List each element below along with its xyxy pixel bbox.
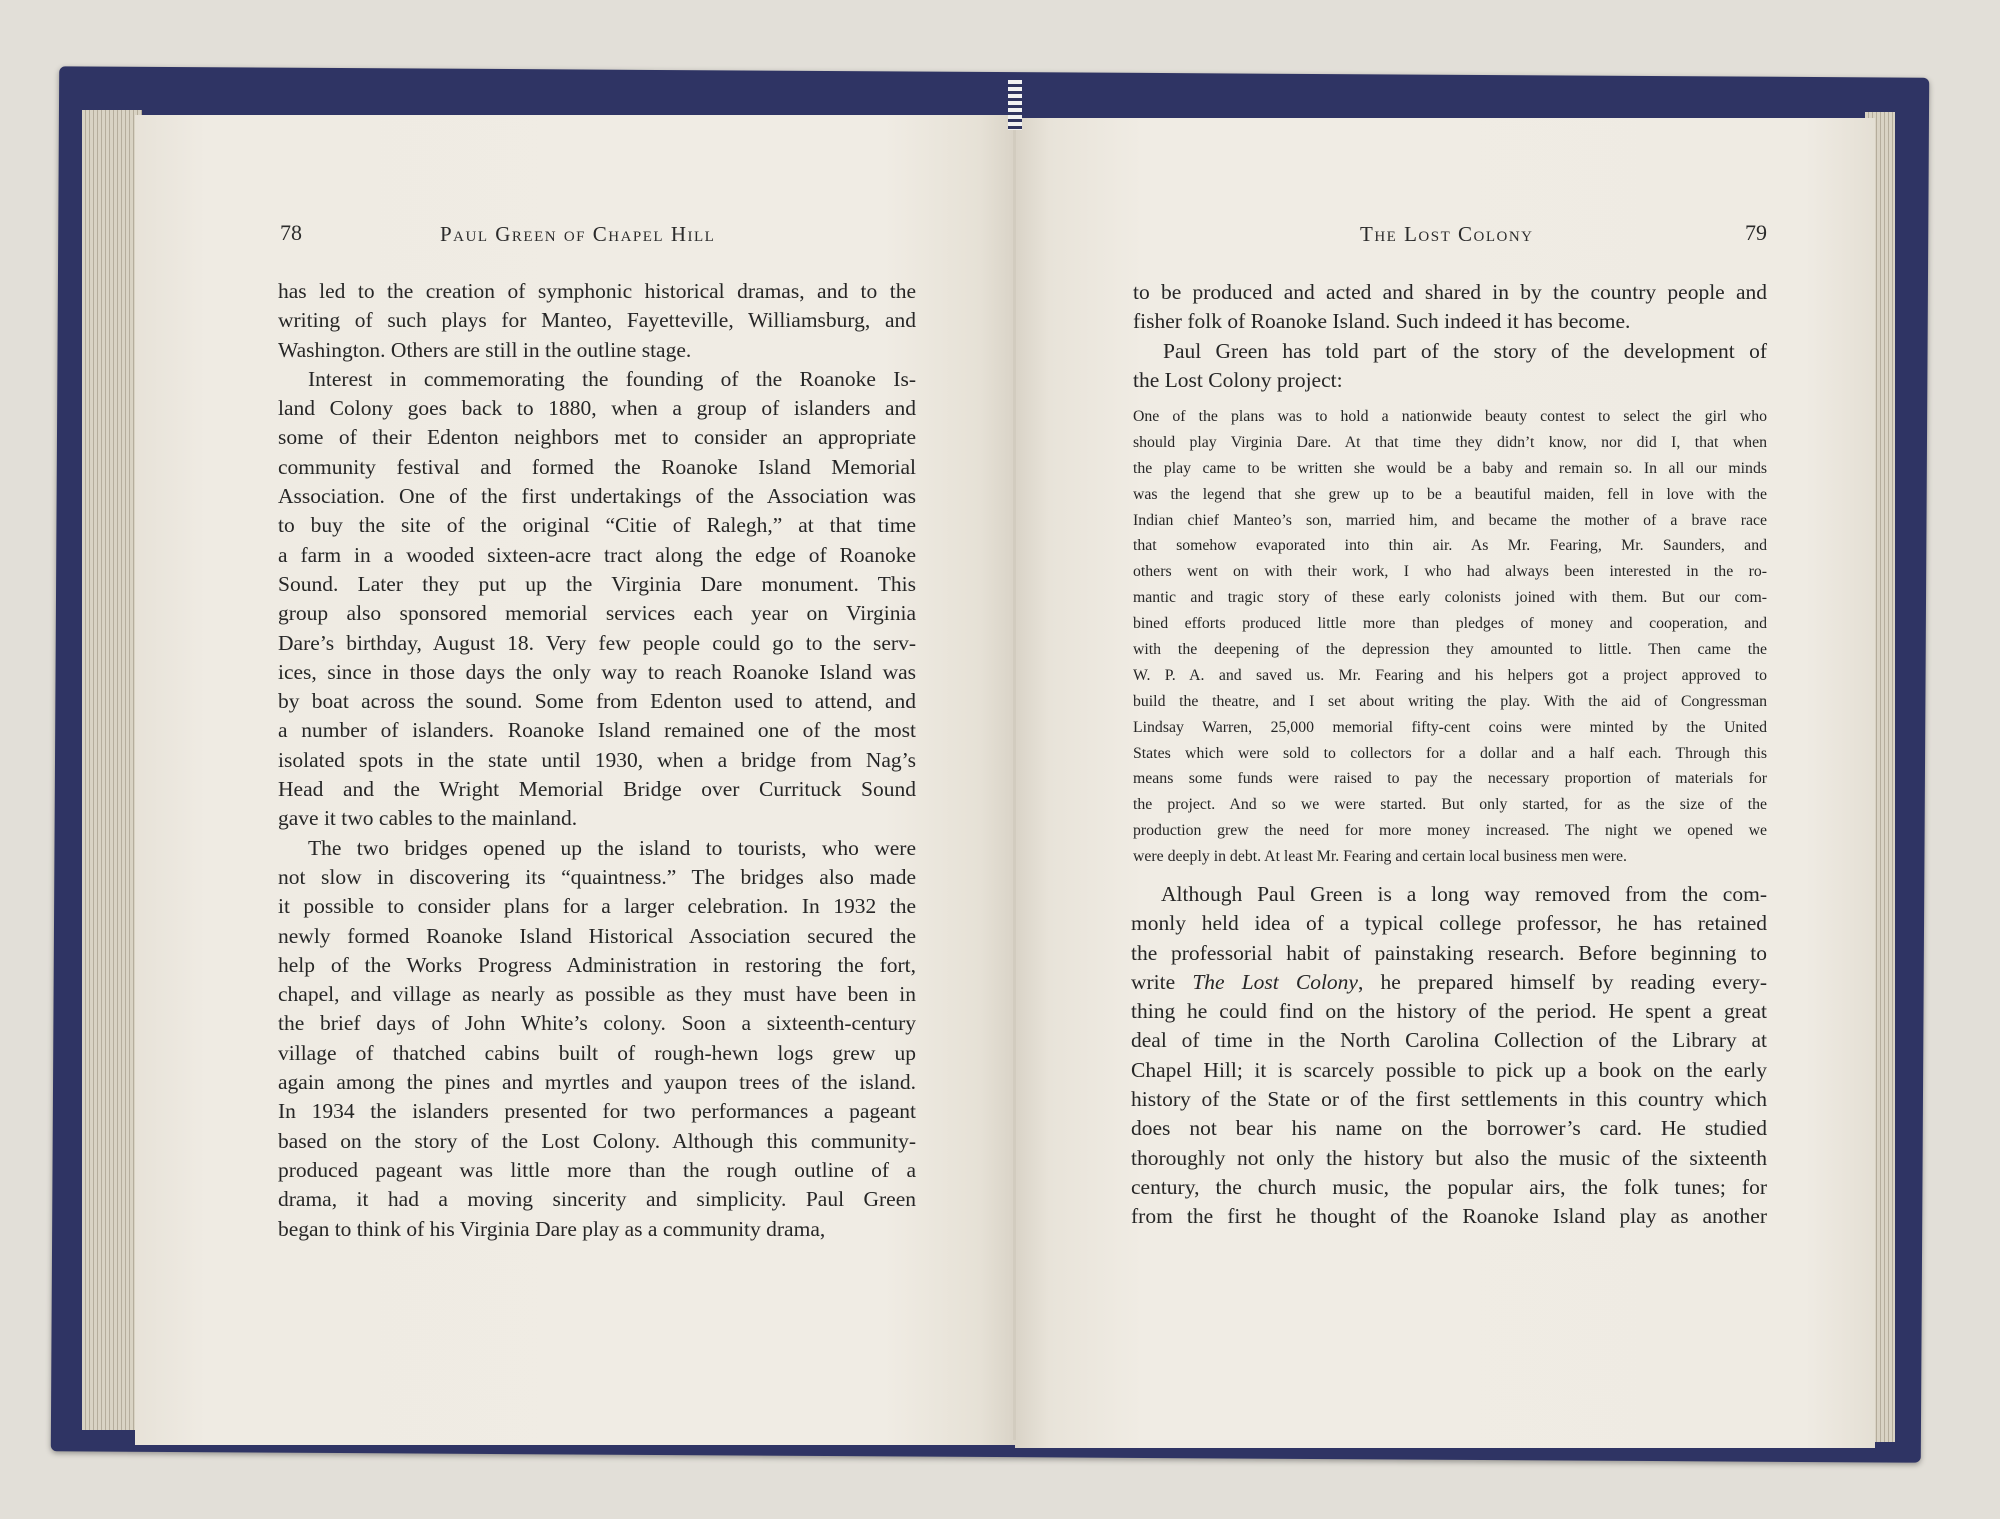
quote-line: was the legend that she grew up to be a beautiful maiden, fell in love with the	[1133, 485, 1767, 503]
left-text-line: began to think of his Virginia Dare play as a community drama,	[278, 1216, 826, 1241]
spine-stitching	[1008, 80, 1022, 130]
left-text-line: produced pageant was little more than the rough outline of a	[278, 1157, 916, 1182]
left-text-line: group also sponsored memorial services each year on Virginia	[278, 601, 916, 626]
right-page-number: 79	[1745, 220, 1767, 245]
right-closing-line: Chapel Hill; it is scarcely possible to pick up a book on the early	[1131, 1057, 1767, 1082]
left-text-line: Sound. Later they put up the Virginia Dare monument. This	[278, 571, 916, 596]
quote-line: mantic and tragic story of these early colonists joined with them. But our com-	[1133, 589, 1767, 607]
right-closing-line: deal of time in the North Carolina Collection of the Library at	[1131, 1028, 1767, 1053]
left-text-line: some of their Edenton neighbors met to consider an appropriate	[278, 425, 916, 450]
left-text-line: village of thatched cabins built of rough-hewn logs grew up	[278, 1040, 916, 1065]
right-closing-line: monly held idea of a typical college professor, he has retained	[1131, 911, 1767, 936]
left-text-line: Interest in commemorating the founding of the Roanoke Is-	[308, 366, 916, 391]
left-text-line: gave it two cables to the mainland.	[278, 806, 578, 831]
quote-line: bined efforts produced little more than pledges of money and cooperation, and	[1133, 615, 1767, 633]
right-intro-line: fisher folk of Roanoke Island. Such indeed it has become.	[1133, 309, 1631, 334]
left-text-line: a farm in a wooded sixteen-acre tract along the edge of Roanoke	[278, 542, 916, 567]
quote-line: with the deepening of the depression they amounted to little. Then came the	[1133, 641, 1767, 659]
left-text-line: community festival and formed the Roanoke Island Memorial	[278, 454, 916, 479]
right-page-intro	[1133, 278, 1767, 395]
left-running-head: Paul Green of Chapel Hill	[440, 222, 716, 246]
right-closing-line: does not bear his name on the borrower’s card. He studied	[1131, 1116, 1767, 1141]
left-text-line: the brief days of John White’s colony. Soon a sixteenth-century	[278, 1011, 916, 1036]
left-text-line: it possible to consider plans for a larger celebration. In 1932 the	[278, 894, 916, 919]
right-closing-line: thing he could find on the history of the period. He spent a great	[1131, 999, 1767, 1024]
left-text-line: newly formed Roanoke Island Historical Association secured the	[278, 923, 916, 948]
right-closing-line: Although Paul Green is a long way removed from the com-	[1161, 882, 1767, 906]
left-text-line: to buy the site of the original “Citie of Ralegh,” at that time	[278, 513, 916, 538]
page-edges-left	[82, 110, 142, 1430]
right-page-quote	[1133, 404, 1767, 870]
left-text-line: ices, since in those days the only way to reach Roanoke Island was	[278, 659, 916, 684]
left-text-line: land Colony goes back to 1880, when a group of islanders and	[278, 396, 916, 421]
right-page-closing	[1131, 880, 1767, 1232]
quote-line: means some funds were raised to pay the necessary proportion of materials for	[1133, 770, 1767, 788]
quote-line: build the theatre, and I set about writing the play. With the aid of Congressman	[1133, 692, 1767, 710]
left-text-line: again among the pines and myrtles and yaupon trees of the island.	[278, 1070, 916, 1095]
left-text-line: a number of islanders. Roanoke Island remained one of the most	[278, 718, 916, 743]
quote-line: W. P. A. and saved us. Mr. Fearing and his helpers got a project approved to	[1133, 666, 1767, 684]
left-text-line: Washington. Others are still in the outline stage.	[278, 337, 692, 362]
quote-line: One of the plans was to hold a nationwide beauty contest to select the girl who	[1133, 408, 1767, 425]
book-gutter	[1013, 130, 1016, 1440]
right-closing-line: thoroughly not only the history but also the music of the sixteenth	[1131, 1145, 1767, 1170]
right-intro-line: to be produced and acted and shared in by the country people and	[1133, 280, 1767, 304]
left-text-line: In 1934 the islanders presented for two performances a pageant	[278, 1099, 916, 1124]
quote-line: Indian chief Manteo’s son, married him, and became the mother of a brave race	[1133, 511, 1767, 529]
right-closing-line: the professorial habit of painstaking research. Before beginning to	[1131, 940, 1767, 965]
left-text-line: help of the Works Progress Administration in restoring the fort,	[278, 952, 916, 977]
right-intro-line: Paul Green has told part of the story of the development of	[1163, 338, 1767, 363]
quote-line: production grew the need for more money increased. The night we opened we	[1133, 822, 1767, 840]
left-text-line: isolated spots in the state until 1930, when a bridge from Nag’s	[278, 747, 916, 772]
left-page-number: 78	[280, 220, 302, 245]
left-text-line: chapel, and village as nearly as possible as they must have been in	[278, 982, 916, 1007]
left-text-line: The two bridges opened up the island to tourists, who were	[308, 835, 916, 860]
quote-line: Lindsay Warren, 25,000 memorial fifty-cent coins were minted by the United	[1133, 718, 1767, 736]
left-text-line: by boat across the sound. Some from Edenton used to attend, and	[278, 689, 916, 714]
left-text-line: not slow in discovering its “quaintness.” The bridges also made	[278, 864, 916, 889]
quote-line: the play came to be written she would be a baby and remain so. In all our minds	[1133, 459, 1767, 477]
quote-line: the project. And so we were started. But only started, for as the size of the	[1133, 796, 1767, 814]
quote-line: others went on with their work, I who had always been interested in the ro-	[1133, 563, 1767, 581]
right-closing-line: from the first he thought of the Roanoke Island play as another	[1131, 1204, 1767, 1229]
right-closing-line: history of the State or of the first settlements in this country which	[1131, 1087, 1767, 1112]
left-text-line: Head and the Wright Memorial Bridge over Currituck Sound	[278, 777, 916, 802]
left-text-line: has led to the creation of symphonic historical dramas, and to the	[278, 279, 916, 303]
left-text-line: writing of such plays for Manteo, Fayetteville, Williamsburg, and	[278, 308, 916, 333]
right-intro-line: the Lost Colony project:	[1133, 367, 1343, 392]
right-closing-line: write The Lost Colony, he prepared himself by reading every-	[1131, 969, 1767, 994]
quote-line: were deeply in debt. At least Mr. Fearing and certain local business men were.	[1133, 848, 1627, 866]
left-text-line: Association. One of the first undertakings of the Association was	[278, 484, 916, 509]
left-page-body	[278, 277, 916, 1244]
left-text-line: drama, it had a moving sincerity and simplicity. Paul Green	[278, 1187, 916, 1212]
quote-line: that somehow evaporated into thin air. As Mr. Fearing, Mr. Saunders, and	[1133, 537, 1767, 555]
left-text-line: based on the story of the Lost Colony. Although this community-	[278, 1128, 916, 1153]
right-closing-line: century, the church music, the popular airs, the folk tunes; for	[1131, 1174, 1767, 1199]
right-running-head: The Lost Colony	[1360, 222, 1534, 246]
quote-line: States which were sold to collectors for a dollar and a half each. Through this	[1133, 744, 1767, 762]
quote-line: should play Virginia Dare. At that time they didn’t know, nor did I, that when	[1133, 433, 1767, 451]
left-text-line: Dare’s birthday, August 18. Very few people could go to the serv-	[278, 630, 916, 655]
